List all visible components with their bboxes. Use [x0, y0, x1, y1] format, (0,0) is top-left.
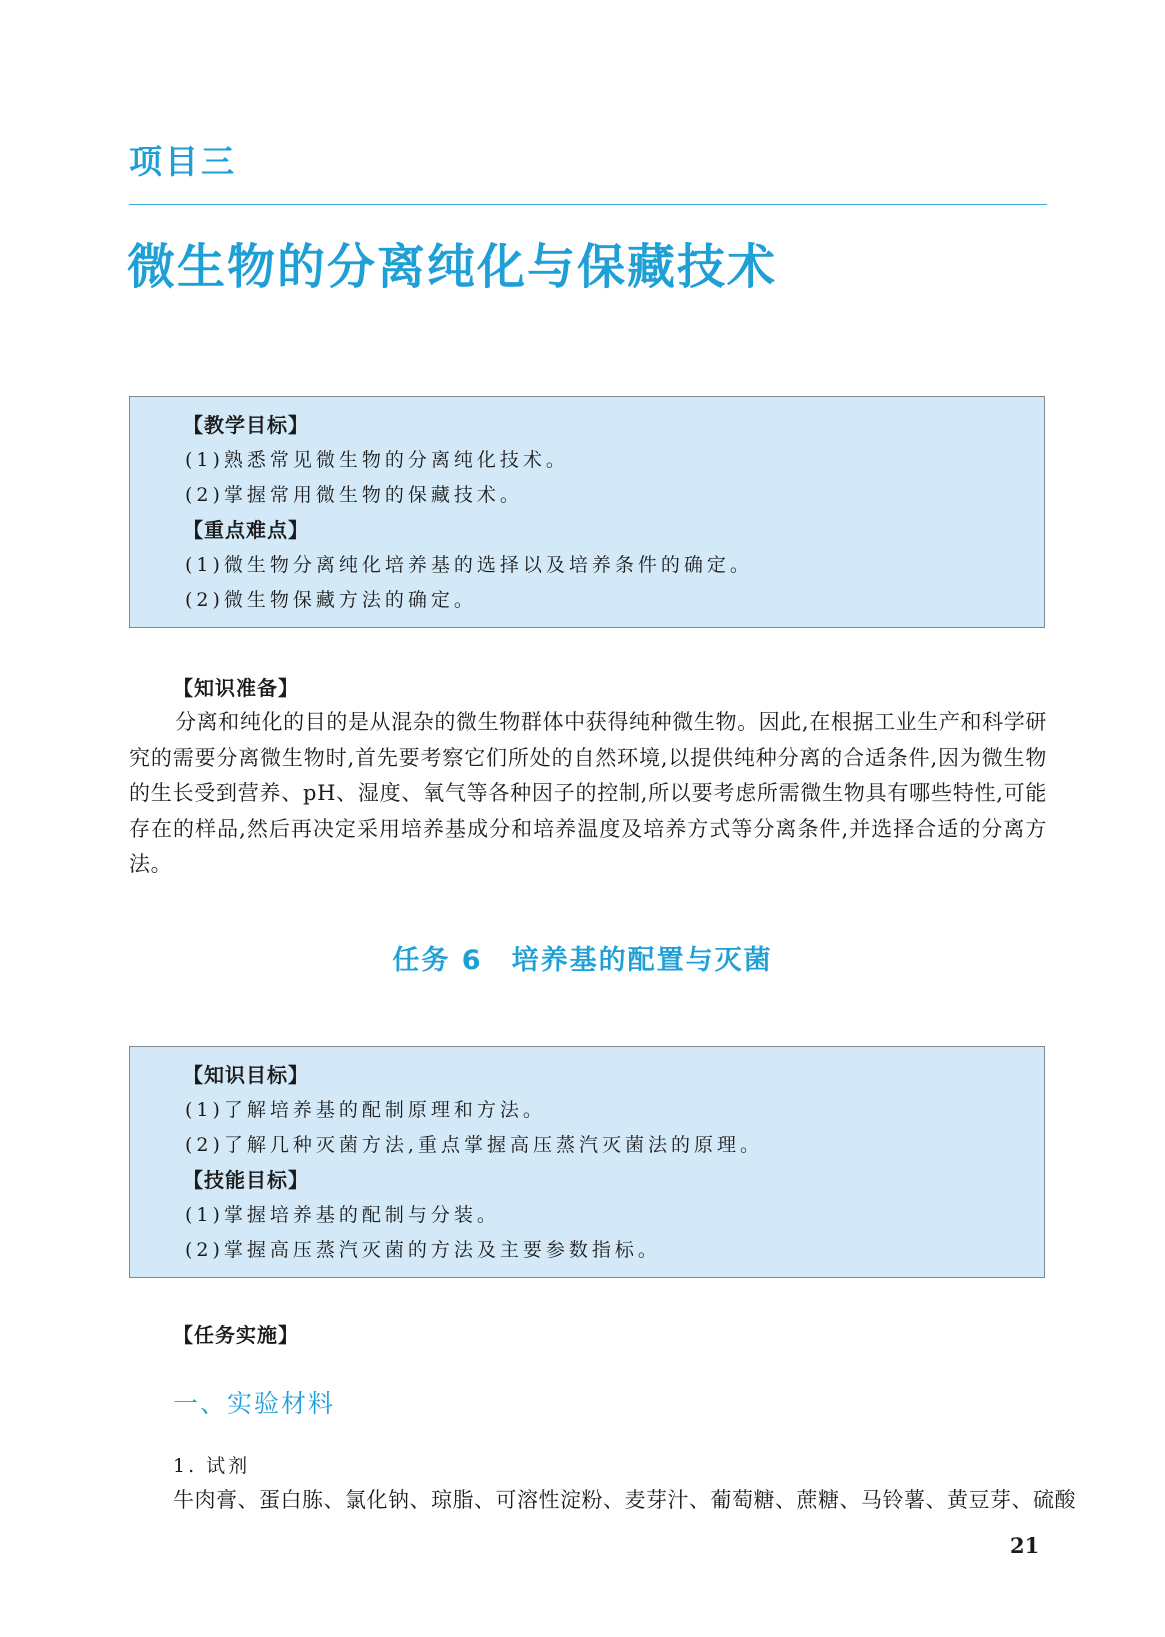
reagents-label: 1. 试剂 [173, 1455, 251, 1477]
skill-goal-item: (1)掌握培养基的配制与分装。 [185, 1204, 500, 1226]
teaching-objectives-heading: 【教学目标】 [183, 413, 309, 437]
experiment-materials-title: 一、实验材料 [173, 1389, 336, 1418]
key-difficulty-item: (2)微生物保藏方法的确定。 [185, 589, 477, 611]
task-goals-box [129, 1046, 1045, 1278]
skill-goals-heading: 【技能目标】 [183, 1168, 309, 1192]
header-divider [129, 204, 1047, 205]
project-label: 项目三 [129, 142, 237, 181]
skill-goal-item: (2)掌握高压蒸汽灭菌的方法及主要参数指标。 [185, 1239, 661, 1261]
teaching-objective-item: (2)掌握常用微生物的保藏技术。 [185, 484, 523, 506]
knowledge-prep-paragraph: 分离和纯化的目的是从混杂的微生物群体中获得纯种微生物。因此,在根据工业生产和科学研究的需要分离微生物时,首先要考察它们所处的自然环境,以提供纯种分离的合适条件,因为微生物的生长受到营养、pH、湿度、氧气等各种因子的控制,所以要考虑所需微生物具有哪些特性,可能存在的样品,然后再决定采用培养基成分和培养温度及培养方式等分离条件,并选择合适的分离方法。 [129, 710, 1047, 876]
task-title: 任务 6 培养基的配置与灭菌 [392, 945, 773, 976]
page-number: 21 [1010, 1533, 1040, 1558]
chapter-title: 微生物的分离纯化与保藏技术 [127, 239, 778, 295]
teaching-objectives-box [129, 396, 1045, 628]
key-difficulties-heading: 【重点难点】 [183, 518, 309, 542]
knowledge-goals-heading: 【知识目标】 [183, 1063, 309, 1087]
knowledge-goal-item: (2)了解几种灭菌方法,重点掌握高压蒸汽灭菌法的原理。 [185, 1134, 763, 1156]
task-implementation-heading: 【任务实施】 [173, 1323, 299, 1347]
knowledge-prep-heading: 【知识准备】 [173, 676, 299, 700]
knowledge-goal-item: (1)了解培养基的配制原理和方法。 [185, 1099, 546, 1121]
teaching-objective-item: (1)熟悉常见微生物的分离纯化技术。 [185, 449, 569, 471]
reagents-list: 牛肉膏、蛋白胨、氯化钠、琼脂、可溶性淀粉、麦芽汁、葡萄糖、蔗糖、马铃薯、黄豆芽、硫酸 [173, 1488, 1076, 1512]
key-difficulty-item: (1)微生物分离纯化培养基的选择以及培养条件的确定。 [185, 554, 753, 576]
